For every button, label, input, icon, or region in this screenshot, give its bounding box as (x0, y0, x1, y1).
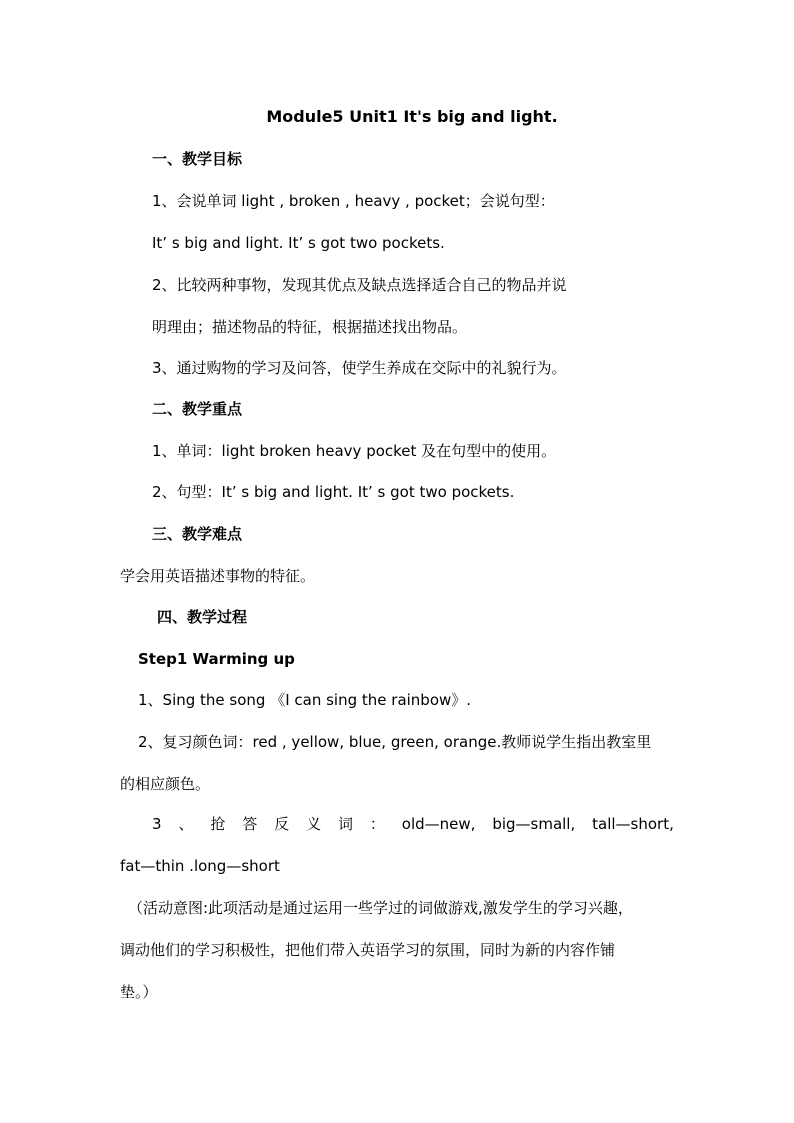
section-heading-objectives: 一、教学目标 (152, 150, 243, 168)
key-point-1: 1、单词：light broken heavy pocket 及在句型中的使用。 (152, 442, 557, 460)
section-heading-key-points: 二、教学重点 (152, 400, 243, 418)
step1-item-3-part: 答 (242, 815, 258, 833)
difficulty-text: 学会用英语描述事物的特征。 (120, 567, 316, 585)
step1-item-3-part: old—new, (401, 815, 476, 833)
step1-item-3-part: 词 (337, 815, 353, 833)
objective-2-line-1: 2、比较两种事物，发现其优点及缺点选择适合自己的物品并说 (152, 276, 567, 294)
step1-item-3-line-2: fat—thin .long—short (120, 857, 280, 875)
step1-item-3-part: big—small, (492, 815, 576, 833)
step1-item-3-line-1 (152, 814, 674, 834)
step1-item-2-line-2: 的相应颜色。 (120, 775, 211, 793)
step1-item-3-part: 抢 (210, 815, 226, 833)
objective-1: 1、会说单词 light , broken , heavy , pocket；会说句型： (152, 192, 555, 210)
section-heading-process: 四、教学过程 (157, 608, 248, 626)
step1-item-3-part: 反 (274, 815, 290, 833)
key-point-2: 2、句型：It’ s big and light. It’ s got two pockets. (152, 483, 515, 501)
step1-item-3-part: ： (369, 815, 385, 833)
activity-intent-line-2: 调动他们的学习积极性，把他们带入英语学习的氛围，同时为新的内容作铺 (120, 941, 616, 959)
step1-item-1: 1、Sing the song 《I can sing the rainbow》. (138, 691, 472, 709)
step1-item-2-line-1: 2、复习颜色词：red , yellow, blue, green, orange.教师说学生指出教室里 (138, 733, 652, 751)
activity-intent-line-3: 垫。） (120, 983, 158, 1001)
activity-intent-line-1: （活动意图:此项活动是通过运用一些学过的词做游戏,激发学生的学习兴趣， (128, 899, 633, 917)
section-heading-difficulties: 三、教学难点 (152, 525, 243, 543)
step1-heading: Step1 Warming up (138, 650, 295, 668)
objective-3: 3、通过购物的学习及问答，使学生养成在交际中的礼貌行为。 (152, 359, 567, 377)
step1-item-3-part: 3 (152, 815, 162, 833)
step1-item-3-part: 义 (306, 815, 322, 833)
objective-2-line-2: 明理由；描述物品的特征，根据描述找出物品。 (152, 318, 468, 336)
step1-item-3-part: tall—short, (592, 815, 674, 833)
document-title: Module5 Unit1 It's big and light. (266, 107, 558, 126)
step1-item-3-part: 、 (178, 815, 194, 833)
objective-1-sentence: It’ s big and light. It’ s got two pockets. (152, 234, 445, 252)
